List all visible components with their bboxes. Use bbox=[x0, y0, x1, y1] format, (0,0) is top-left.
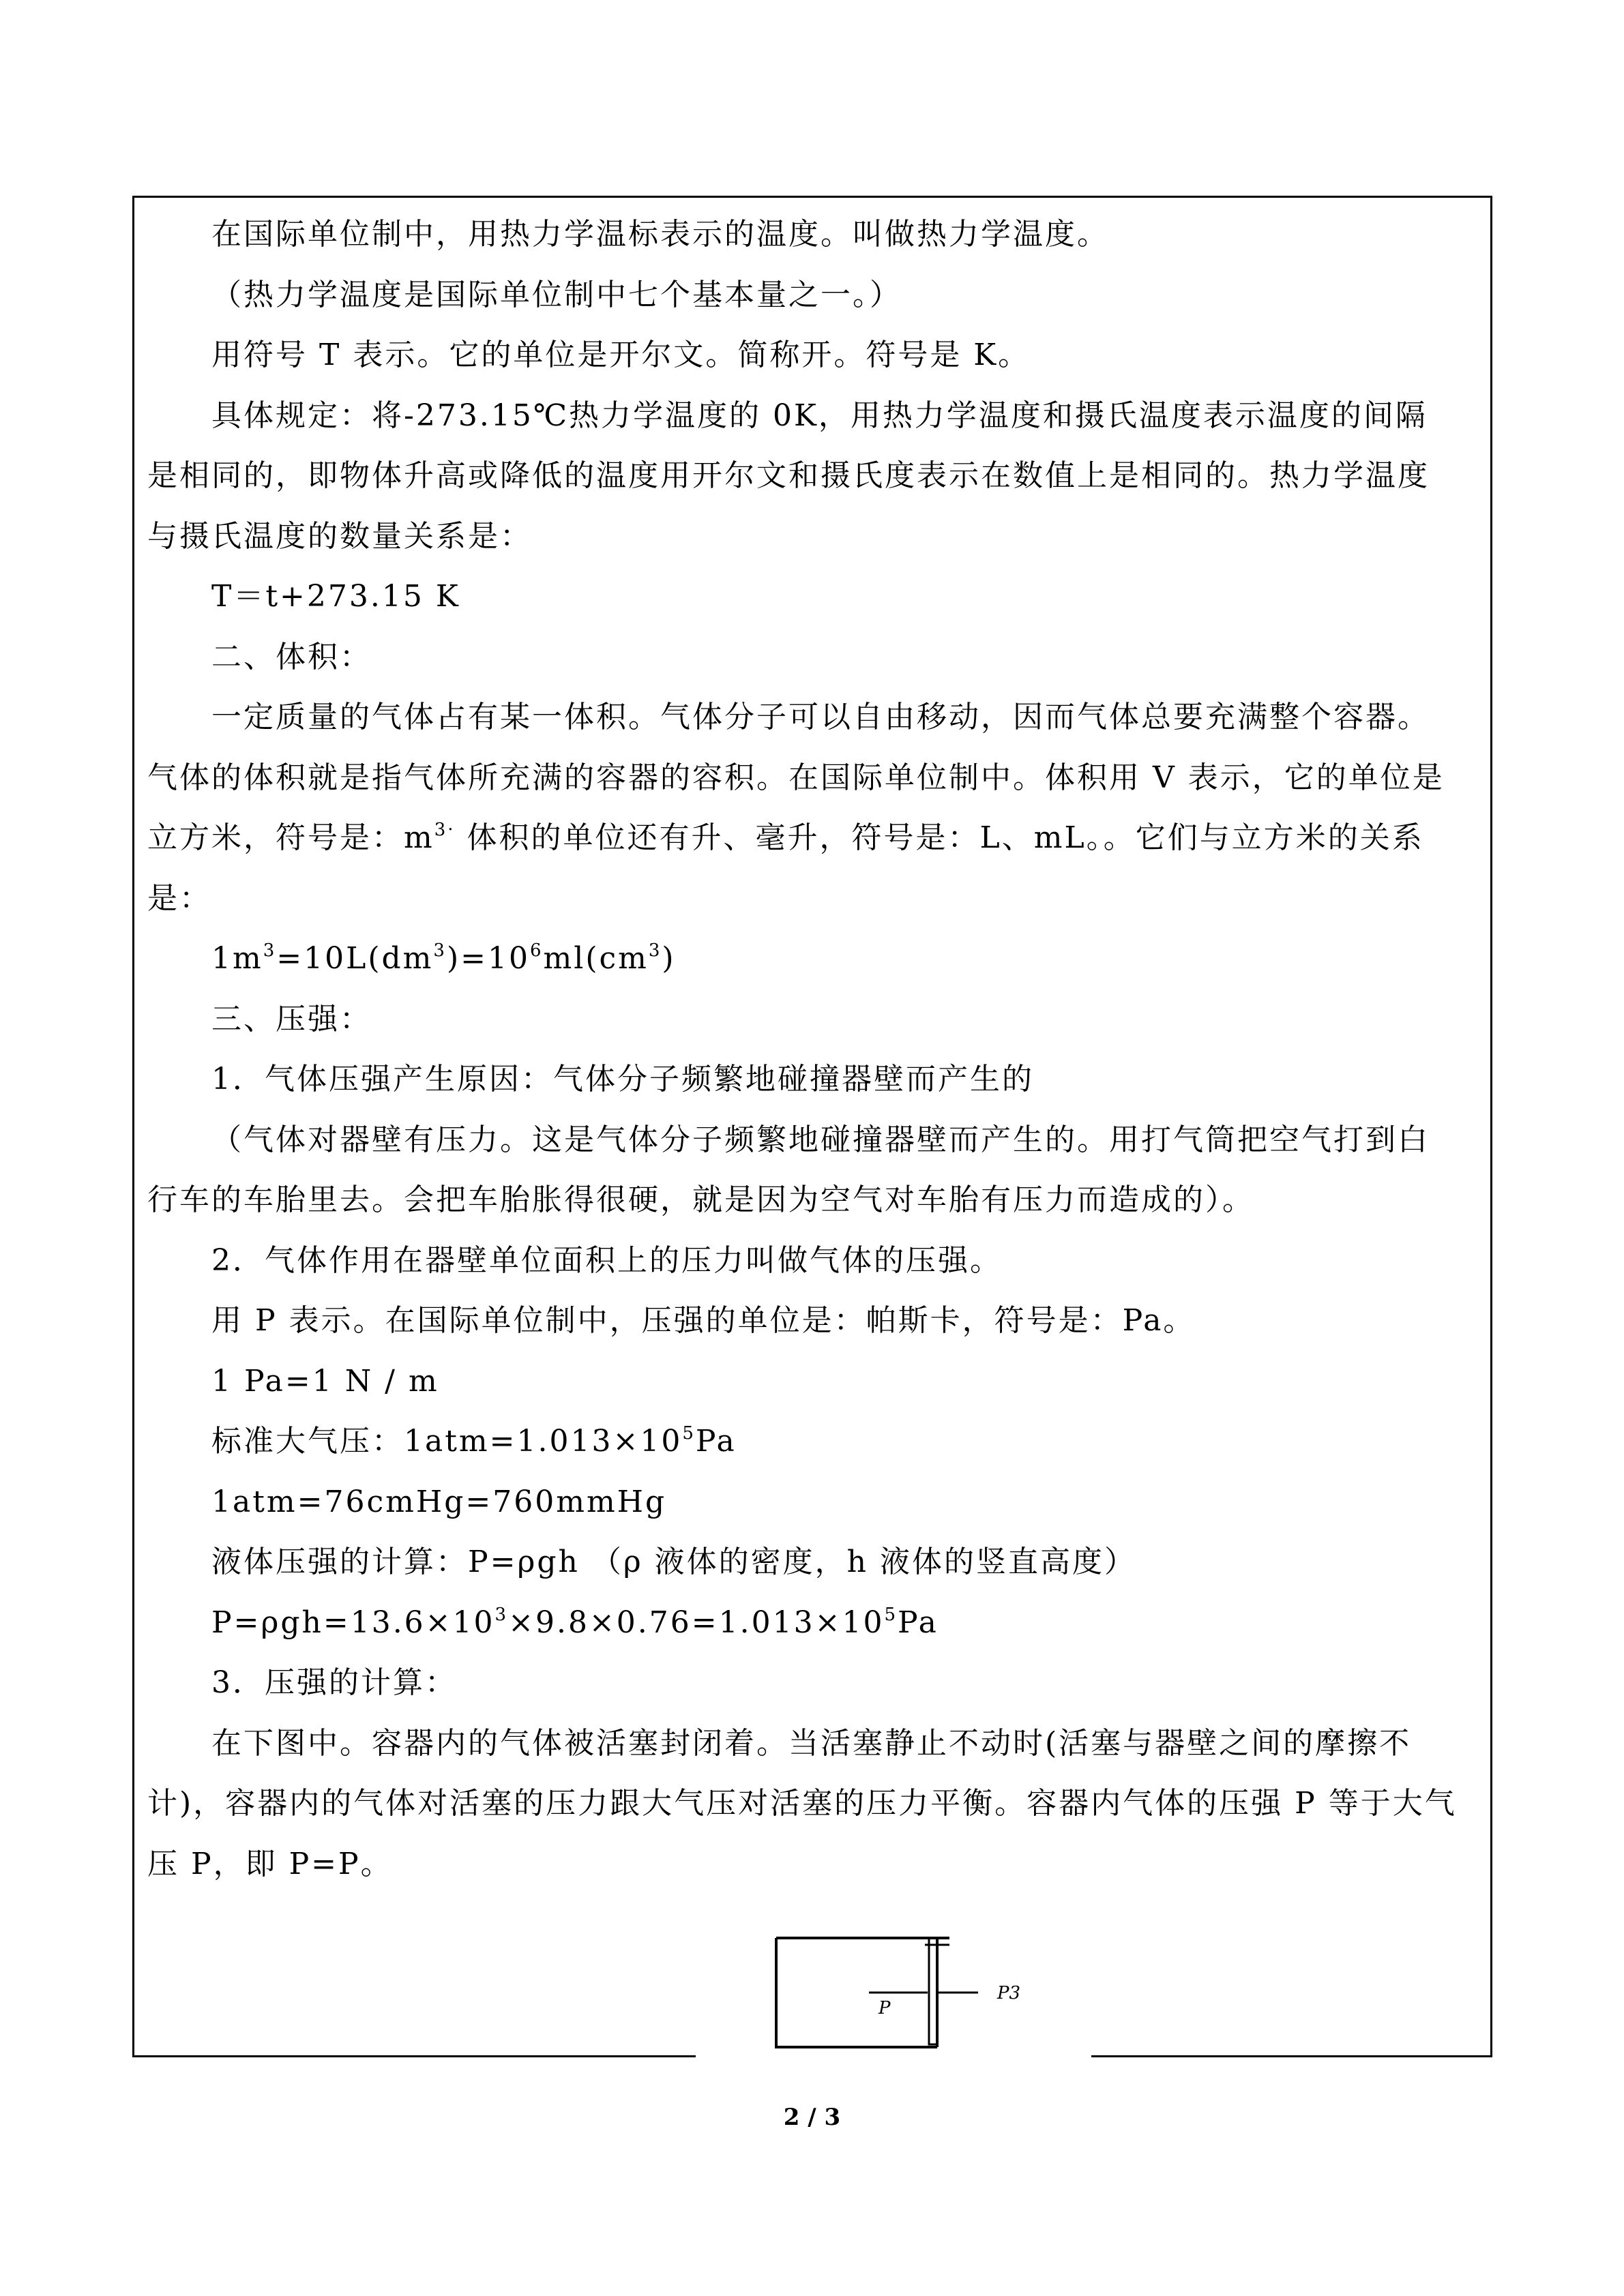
formula: $1m^3=10L(dm^3)=10^6ml(cm^3)$ bbox=[211, 940, 676, 976]
formula: T＝t+273.15 K bbox=[211, 579, 460, 614]
formula: 1atm=76cmHg=760mmHg bbox=[211, 1484, 667, 1519]
formula: 液体压强的计算：P=ρgh （ρ 液体的密度，h 液体的竖直高度） bbox=[211, 1545, 1137, 1579]
formula: $P=\rho gh=13.6\times 10^3\times 9.8\times 0.76=1.013\times 10^5Pa$ bbox=[211, 1604, 939, 1640]
paragraph: 在国际单位制中，用热力学温标表示的温度。叫做热力学温度。 bbox=[211, 217, 1109, 252]
pressure-label-outside: P3 bbox=[997, 1983, 1021, 2003]
section-heading: 二、体积： bbox=[211, 639, 372, 674]
formula: 标准大气压：$1atm=1.013\times 10^5Pa$ bbox=[211, 1423, 737, 1459]
formula: 1 Pa=1 N / m bbox=[211, 1363, 439, 1399]
section-heading: 3．压强的计算： bbox=[211, 1665, 457, 1700]
paragraph: 2．气体作用在器壁单位面积上的压力叫做气体的压强。 bbox=[211, 1242, 1002, 1278]
paragraph: 用 P 表示。在国际单位制中，压强的单位是：帕斯卡，符号是：Pa。 bbox=[211, 1303, 1196, 1338]
paragraph: 一定质量的气体占有某一体积。气体分子可以自由移动，因而气体总要充满整个容器。气体的体积就是指气体所充满的容器的容积。在国际单位制中。体积用 V 表示，它的单位是立方米，符号是：$m^{3\cdot}$ 体积的单位还有升、毫升，符号是：L、mL。。它们与立方米的关系是： bbox=[147, 700, 1445, 916]
document-body bbox=[147, 205, 1457, 1894]
paragraph: 1．气体压强产生原因：气体分子频繁地碰撞器壁而产生的 bbox=[211, 1062, 1034, 1097]
frame-gap bbox=[696, 2054, 1091, 2061]
section-heading: 三、压强： bbox=[211, 1001, 372, 1037]
piston-diagram-svg bbox=[775, 1935, 1024, 2051]
paragraph: （热力学温度是国际单位制中七个基本量之一。） bbox=[211, 277, 902, 312]
pressure-label-inside: P bbox=[879, 1998, 891, 2018]
paragraph: 用符号 T 表示。它的单位是开尔文。简称开。符号是 K。 bbox=[211, 338, 1031, 372]
page-number: 2 / 3 bbox=[783, 2104, 841, 2131]
paragraph: 具体规定：将-273.15℃热力学温度的 0K，用热力学温度和摄氏温度表示温度的间隔是相同的，即物体升高或降低的温度用开尔文和摄氏度表示在数值上是相同的。热力学温度与摄氏温度的数量关系是： bbox=[147, 398, 1430, 554]
paragraph: （气体对器壁有压力。这是气体分子频繁地碰撞器壁而产生的。用打气筒把空气打到白行车的车胎里去。会把车胎胀得很硬，就是因为空气对车胎有压力而造成的）。 bbox=[147, 1122, 1430, 1217]
piston-diagram bbox=[775, 1935, 1024, 2051]
paragraph: 在下图中。容器内的气体被活塞封闭着。当活塞静止不动时(活塞与器壁之间的摩擦不计)，容器内的气体对活塞的压力跟大气压对活塞的压力平衡。容器内气体的压强 P 等于大气压 P，即 P=P。 bbox=[147, 1725, 1457, 1881]
